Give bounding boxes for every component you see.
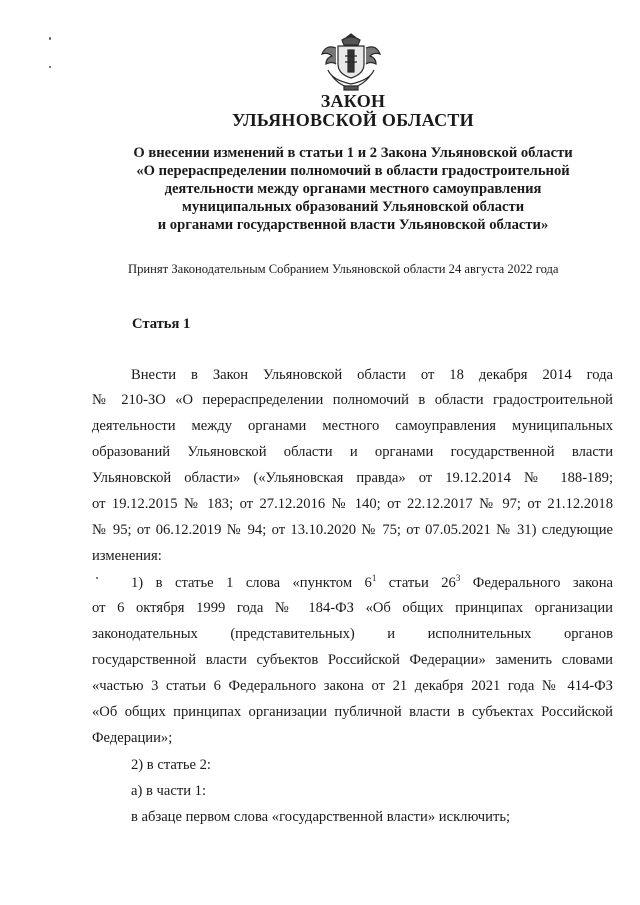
subject-line: «О перераспределении полномочий в области градостроительной: [136, 163, 570, 179]
adoption-note: Принят Законодательным Собранием Ульяновской области 24 августа 2022 года: [128, 262, 559, 276]
article-heading: Статья 1: [132, 316, 191, 332]
subject-line: и органами государственной власти Ульяновской области»: [157, 217, 549, 233]
body-line: государственной власти субъектов Российской Федерации» заменить словами: [92, 652, 613, 668]
body-line: в абзаце первом слова «государственной власти» исключить;: [131, 809, 511, 825]
body-line: № 95; от 06.12.2019 № 94; от 13.10.2020 № 75; от 07.05.2021 № 31) следующие: [92, 522, 613, 538]
body-line-amendment-1: 1) в статье 1 слова «пунктом $6^1$ статьи $26^3$ Федерального закона: [131, 573, 614, 591]
scan-speck: [96, 577, 98, 579]
body-line: Внести в Закон Ульяновской области от 18 декабря 2014 года: [131, 367, 613, 383]
body-line: образований Ульяновской области и органами государственной власти: [92, 444, 613, 460]
body-line: от 19.12.2015 № 183; от 27.12.2016 № 140; от 22.12.2017 № 97; от 21.12.2018: [92, 496, 613, 512]
ulyanovsk-region-coat-of-arms-icon: [318, 30, 384, 92]
body-line: Ульяновской области» («Ульяновская правда» от 19.12.2014 № 188-189;: [92, 470, 613, 486]
law-title: ЗАКОН: [320, 91, 386, 111]
scan-speck: [49, 37, 51, 40]
subject-line: муниципальных образований Ульяновской области: [181, 199, 525, 215]
body-line: от 6 октября 1999 года № 184-ФЗ «Об общих принципах организации: [92, 600, 613, 616]
subject-line: деятельности между органами местного самоуправления: [164, 181, 542, 197]
body-line: законодательных (представительных) и исполнительных органов: [92, 626, 613, 642]
body-line: «частью 3 статьи 6 Федерального закона от 21 декабря 2021 года № 414-ФЗ: [92, 678, 613, 694]
scan-speck: [49, 66, 51, 68]
body-line: а) в части 1:: [131, 783, 207, 799]
region-title: УЛЬЯНОВСКОЙ ОБЛАСТИ: [232, 110, 474, 130]
body-line: Федерации»;: [92, 730, 173, 746]
subject-line: О внесении изменений в статьи 1 и 2 Закона Ульяновской области: [133, 145, 573, 161]
body-line: 2) в статье 2:: [131, 757, 211, 773]
body-line: деятельности между органами местного самоуправления муниципальных: [92, 418, 613, 434]
body-line: изменения:: [92, 548, 162, 564]
body-line: «Об общих принципах организации публичной власти в субъектах Российской: [92, 704, 613, 720]
body-line: № 210-ЗО «О перераспределении полномочий в области градостроительной: [92, 392, 613, 408]
